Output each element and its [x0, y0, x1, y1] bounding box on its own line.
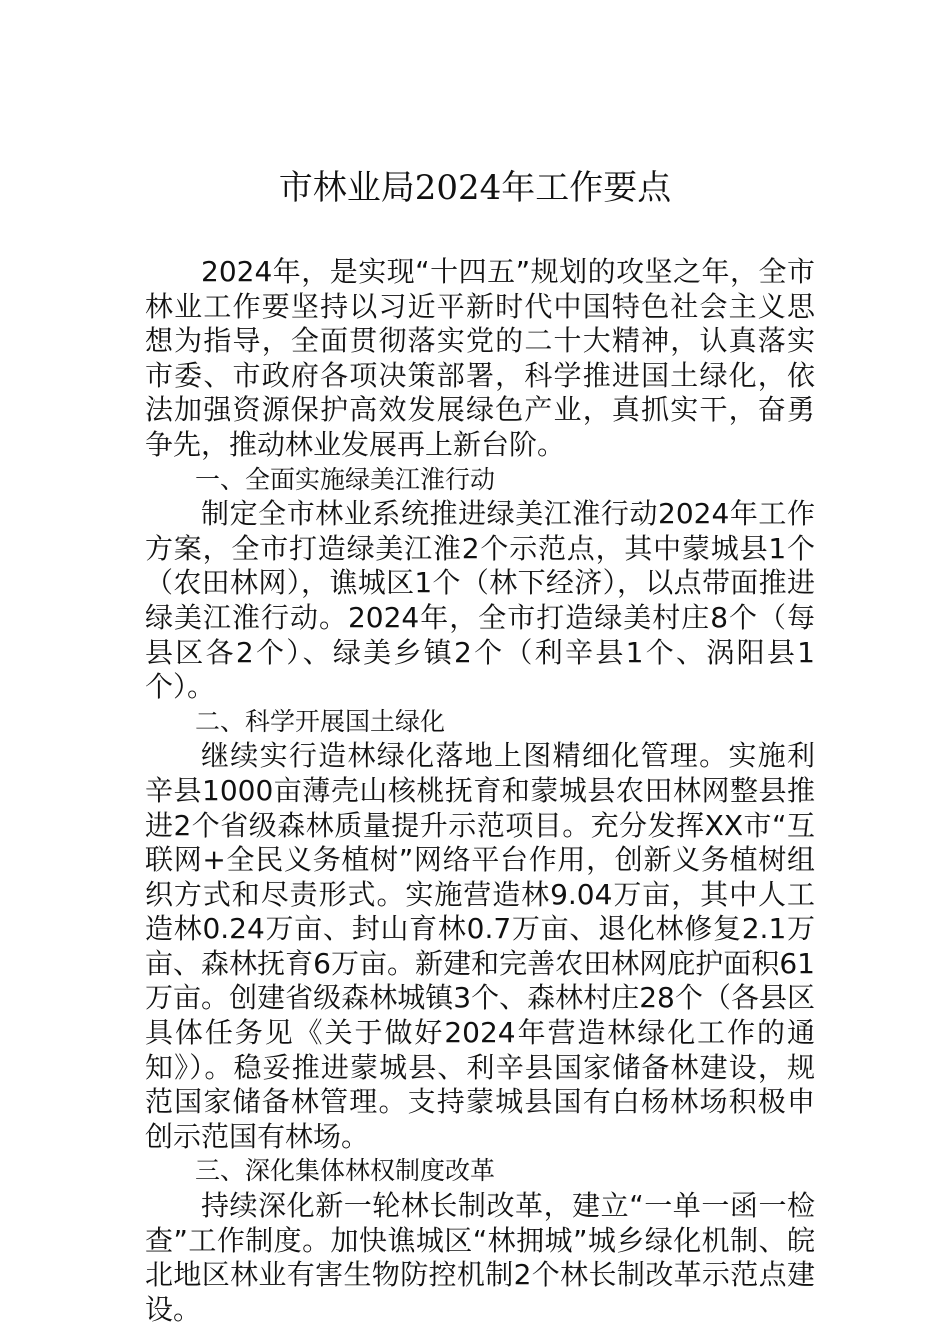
section-heading-2: 二、科学开展国土绿化: [195, 706, 446, 736]
section-body-2: 继续实行造林绿化落地上图精细化管理。实施利辛县1000亩薄壳山核桃抚育和蒙城县农田林网整县推进2个省级森林质量提升示范项目。充分发挥XX市“互联网+全民义务植树”网络平台作用，创新义务植树组织方式和尽责形式。实施营造林9.04万亩，其中人工造林0.24万亩、封山育林0.7万亩、退化林修复2.1万亩、森林抚育6万亩。新建和完善农田林网庇护面积61万亩。创建省级森林城镇3个、森林村庄28个（各县区具体任务见《关于做好2024年营造林绿化工作的通知》）。稳妥推进蒙城县、利辛县国家储备林建设，规范国家储备林管理。支持蒙城县国有白杨林场积极申创示范国有林场。: [145, 739, 815, 1153]
section-heading-1: 一、全面实施绿美江淮行动: [195, 464, 496, 494]
document-body: [145, 255, 815, 1327]
section-heading-3: 三、深化集体林权制度改革: [195, 1156, 496, 1186]
intro-paragraph: 2024年，是实现“十四五”规划的攻坚之年，全市林业工作要坚持以习近平新时代中国特色社会主义思想为指导，全面贯彻落实党的二十大精神，认真落实市委、市政府各项决策部署，科学推进国土绿化，依法加强资源保护高效发展绿色产业，真抓实干，奋勇争先，推动林业发展再上新台阶。: [145, 255, 815, 461]
section-body-3: 持续深化新一轮林长制改革，建立“一单一函一检查”工作制度。加快谯城区“林拥城”城乡绿化机制、皖北地区林业有害生物防控机制2个林长制改革示范点建设。: [145, 1189, 815, 1326]
section-body-1: 制定全市林业系统推进绿美江淮行动2024年工作方案，全市打造绿美江淮2个示范点，其中蒙城县1个（农田林网），谯城区1个（林下经济），以点带面推进绿美江淮行动。2024年，全市打造绿美村庄8个（每县区各2个）、绿美乡镇2个（利辛县1个、涡阳县1个）。: [145, 497, 815, 704]
document-title: 市林业局2024年工作要点: [278, 168, 672, 208]
